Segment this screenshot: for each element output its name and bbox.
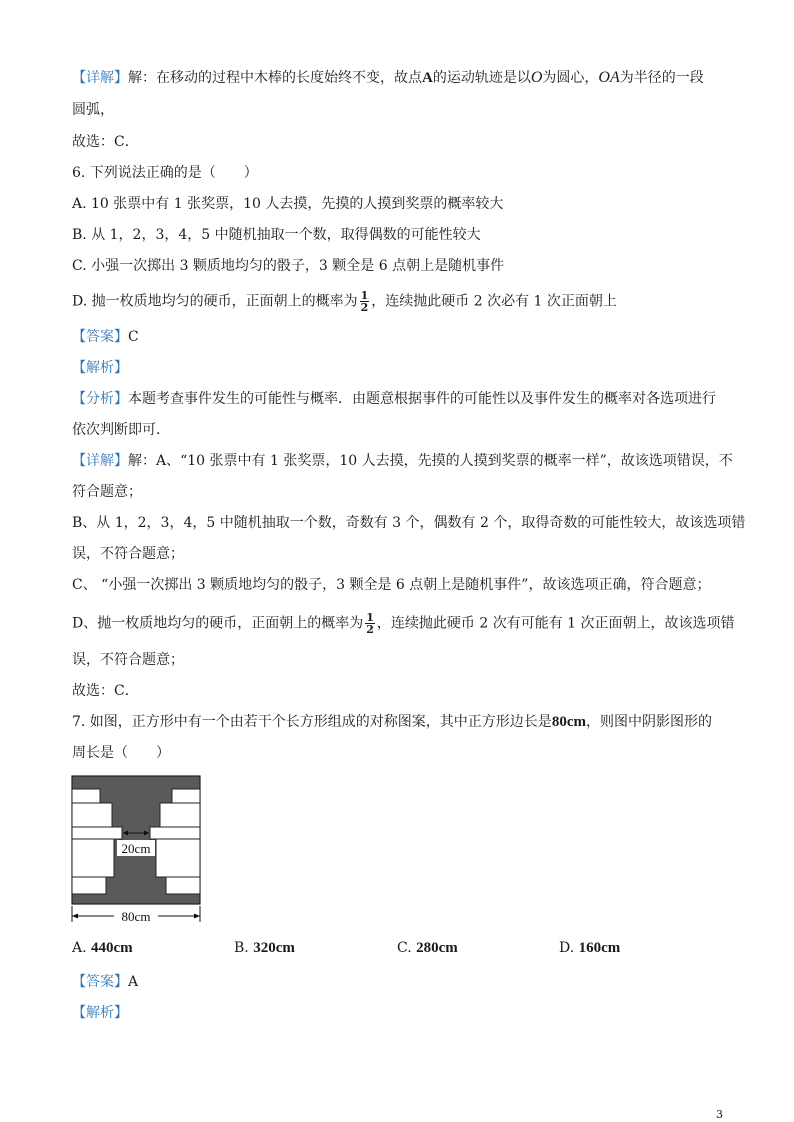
q7-option-d — [559, 940, 620, 957]
answer-tag: 【答案】 — [72, 329, 128, 345]
q7-option-c — [397, 940, 458, 957]
q6-option-d-post: ，连续抛此硬币 2 次必有 1 次正面朝上 — [371, 293, 617, 310]
right-rect-1 — [172, 789, 200, 803]
detail-tag: 【详解】 — [72, 453, 128, 469]
gap-label: 20cm — [121, 841, 151, 856]
q6-detail-c: C、 “小强一次掷出 3 颗质地均匀的骰子，3 颗全是 6 点朝上是随机事件”，故该选项正确，符合题意； — [72, 577, 711, 593]
q6-detail-a1 — [72, 451, 733, 471]
q7-stem-pre: 7. 如图，正方形中有一个由若干个长方形组成的对称图案，其中正方形边长是 — [72, 714, 552, 730]
q7-option-b — [234, 940, 295, 957]
q6-stem: 6. 下列说法正确的是（ ） — [72, 165, 258, 181]
q6-detail-a2: 符合题意； — [72, 484, 142, 500]
left-rect-5 — [72, 877, 106, 894]
option-b-letter: B. — [234, 940, 249, 956]
right-rect-4 — [156, 839, 200, 877]
option-d-letter: D. — [559, 940, 575, 956]
q7-stem-2: 周长是（ ） — [72, 745, 170, 761]
fraction-numerator: 1 — [360, 289, 369, 302]
q7-stem-1 — [72, 712, 712, 732]
detail-a-text: 解：A、“10 张票中有 1 张奖票，10 人去摸，先摸的人摸到奖票的概率一样”，故该选项错误，不 — [128, 453, 733, 469]
left-rect-1 — [72, 789, 100, 803]
answer-tag: 【答案】 — [72, 974, 128, 990]
fraction-denominator: 2 — [366, 623, 374, 636]
detail-d-post: ，连续抛此硬币 2 次有可能有 1 次正面朝上，故该选项错 — [376, 615, 735, 632]
q7-answer — [72, 972, 138, 992]
point-a: A — [422, 70, 433, 86]
q7-analysis-tag: 【解析】 — [72, 1005, 128, 1021]
fraction-one-half — [360, 290, 370, 313]
left-rect-3 — [72, 827, 122, 839]
analysis-tag: 【分析】 — [72, 391, 128, 407]
fraction-denominator: 2 — [360, 301, 369, 314]
point-o: O — [530, 69, 543, 86]
q6-option-d — [72, 290, 617, 313]
q7-stem-post: ，则图中阴影图形的 — [585, 714, 712, 730]
detail-d-pre: D、抛一枚质地均匀的硬币，正面朝上的概率为 — [72, 615, 364, 632]
option-b-value: 320cm — [253, 940, 295, 956]
q6-detail-b2: 误，不符合题意； — [72, 546, 184, 562]
analysis-text-1: 本题考查事件发生的可能性与概率．由题意根据事件的可能性以及事件发生的概率对各选项进行 — [128, 391, 716, 407]
q5-detail-text-2: 的运动轨迹是以 — [432, 70, 531, 86]
answer-value: A — [128, 974, 139, 990]
q6-detail-b1: B、从 1，2，3，4，5 中随机抽取一个数，奇数有 3 个，偶数有 2 个，取得奇数的可能性较大，故该选项错 — [72, 515, 746, 531]
square-pattern-figure — [68, 770, 208, 930]
width-label: 80cm — [121, 909, 151, 924]
fraction-one-half — [365, 612, 375, 635]
q5-detail-text-3: 为圆心， — [542, 70, 599, 86]
answer-value: C — [128, 329, 139, 345]
right-rect-3 — [150, 827, 200, 839]
option-a-value: 440cm — [91, 940, 133, 956]
q5-detail-text-4: 为半径的一段 — [619, 70, 704, 86]
right-rect-2 — [160, 803, 200, 827]
q5-detail-line — [72, 68, 704, 88]
q6-option-a: A. 10 张票中有 1 张奖票，10 人去摸，先摸的人摸到奖票的概率较大 — [72, 196, 504, 212]
q6-option-b: B. 从 1，2，3，4，5 中随机抽取一个数，取得偶数的可能性较大 — [72, 227, 481, 243]
q6-choice: 故选：C． — [72, 683, 139, 699]
option-a-letter: A. — [72, 940, 87, 956]
q6-analysis-2: 依次判断即可． — [72, 422, 170, 438]
segment-oa: OA — [598, 69, 620, 86]
q5-detail-line-2: 圆弧， — [72, 102, 114, 118]
q5-choice: 故选：C． — [72, 134, 139, 150]
q7-side-length: 80cm — [551, 714, 586, 730]
q6-option-d-pre: D. 抛一枚质地均匀的硬币，正面朝上的概率为 — [72, 293, 358, 310]
q6-answer — [72, 327, 139, 347]
left-rect-2 — [72, 803, 112, 827]
dim-arrow-right — [194, 914, 200, 919]
q6-detail-d1 — [72, 612, 735, 635]
q7-option-a — [72, 940, 133, 957]
right-rect-5 — [166, 877, 200, 894]
option-d-value: 160cm — [578, 940, 621, 956]
option-c-value: 280cm — [416, 940, 458, 956]
q5-detail-text-1: 解：在移动的过程中木棒的长度始终不变，故点 — [128, 70, 422, 86]
dim-arrow-left — [72, 914, 78, 919]
q6-detail-d2: 误，不符合题意； — [72, 652, 184, 668]
q6-analysis-1 — [72, 389, 716, 409]
left-rect-4 — [72, 839, 114, 877]
option-c-letter: C. — [397, 940, 412, 956]
detail-tag: 【详解】 — [72, 70, 128, 86]
fraction-numerator: 1 — [366, 611, 374, 624]
page-number: 3 — [716, 1108, 723, 1121]
q6-analysis-tag: 【解析】 — [72, 360, 128, 376]
q6-option-c: C. 小强一次掷出 3 颗质地均匀的骰子，3 颗全是 6 点朝上是随机事件 — [72, 258, 505, 274]
